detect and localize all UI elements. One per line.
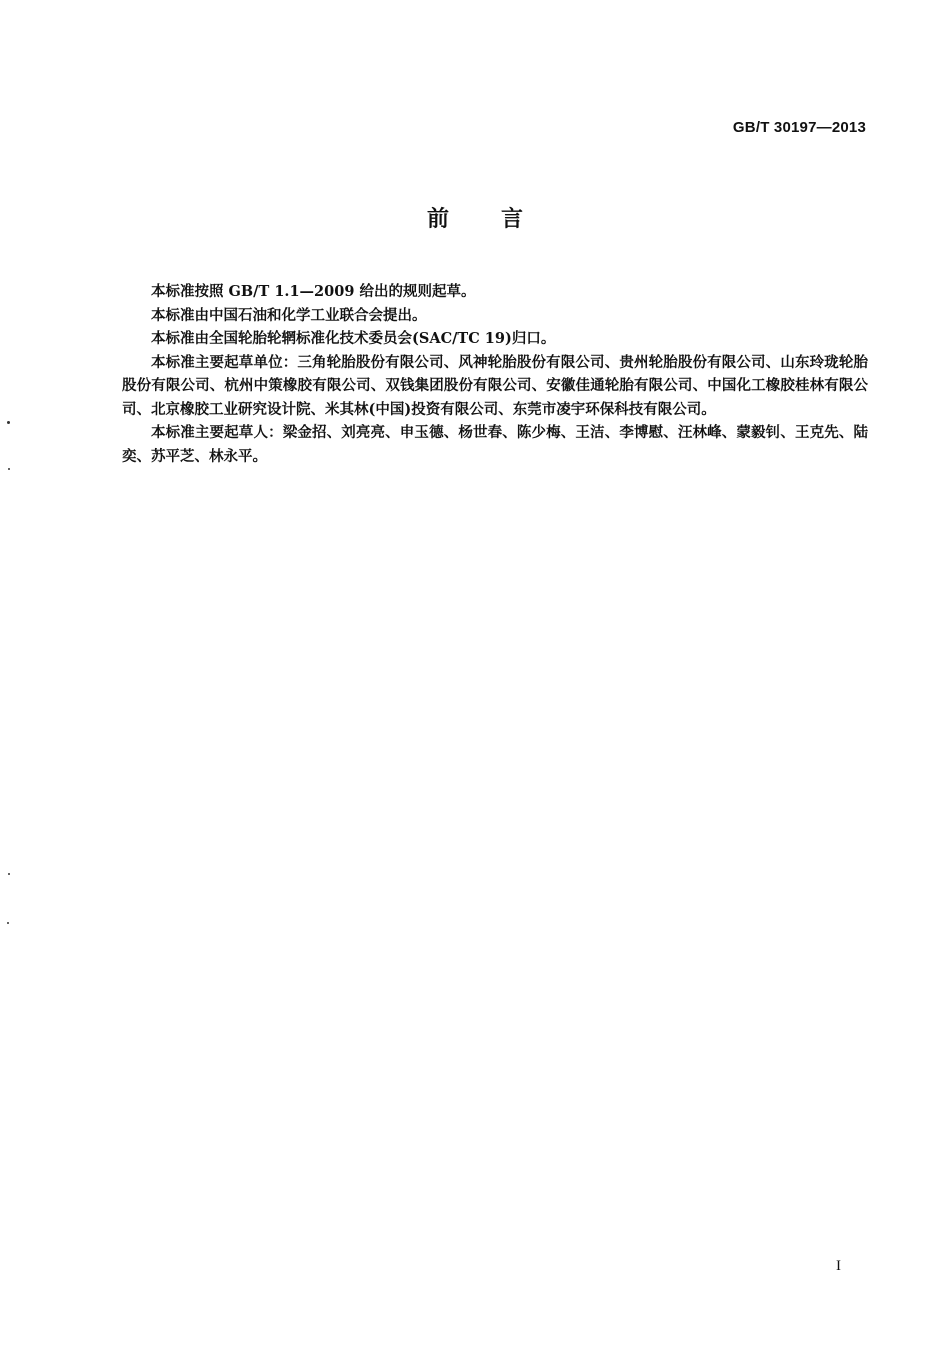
paragraph-committee: 本标准由全国轮胎轮辋标准化技术委员会(SAC/TC 19)归口。 — [151, 330, 556, 347]
standard-code: GB/T 30197—2013 — [732, 119, 866, 136]
page-number: I — [836, 1258, 841, 1274]
foreword-body — [122, 280, 868, 468]
scan-artifact — [7, 922, 9, 924]
paragraph-drafting-rules: 本标准按照 GB/T 1.1—2009 给出的规则起草。 — [151, 283, 476, 300]
paragraph-proposer: 本标准由中国石油和化学工业联合会提出。 — [151, 306, 427, 324]
paragraph-drafting-units: 本标准主要起草单位：三角轮胎股份有限公司、风神轮胎股份有限公司、贵州轮胎股份有限公司、山东玲珑轮胎股份有限公司、杭州中策橡胶有限公司、双钱集团股份有限公司、安徽佳通轮胎有限公司、中国化工橡胶桂林有限公司、北京橡胶工业研究设计院、米其林(中国)投资有限公司、东莞市凌宇环保科技有限公司。 — [122, 353, 868, 418]
paragraph-drafters: 本标准主要起草人：梁金招、刘亮亮、申玉德、杨世春、陈少梅、王洁、李博慰、汪林峰、蒙毅钊、王克先、陆奕、苏平芝、林永平。 — [122, 424, 868, 465]
page-title: 前言 — [426, 207, 575, 232]
scan-artifact — [8, 873, 10, 875]
scan-artifact — [8, 468, 10, 470]
scan-artifact — [7, 421, 10, 424]
